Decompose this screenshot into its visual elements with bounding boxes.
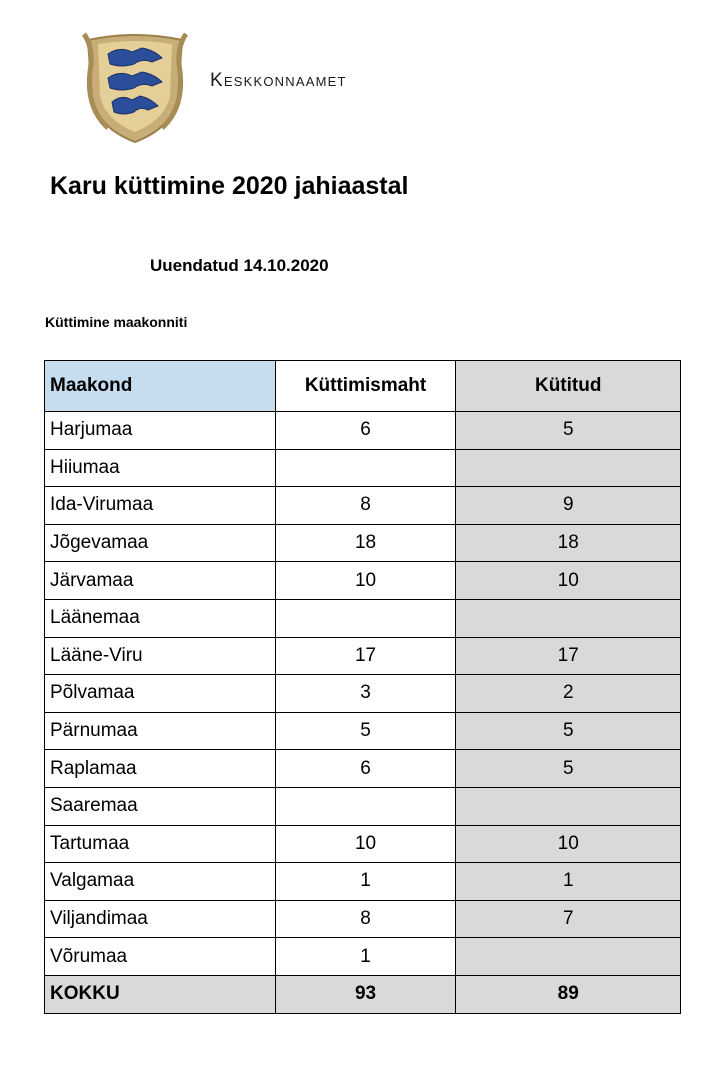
column-header-county: Maakond (45, 361, 276, 412)
hunted-cell: 2 (456, 675, 681, 713)
table-row (45, 825, 681, 863)
county-cell: Hiiumaa (45, 449, 276, 487)
county-cell: Põlvamaa (45, 675, 276, 713)
hunted-cell: 17 (456, 637, 681, 675)
quota-cell: 6 (275, 750, 456, 788)
quota-cell: 8 (275, 487, 456, 525)
table-row (45, 787, 681, 825)
hunting-table (44, 360, 681, 1014)
total-quota: 93 (275, 975, 456, 1013)
column-header-quota: Küttimismaht (275, 361, 456, 412)
quota-cell: 18 (275, 524, 456, 562)
quota-cell: 8 (275, 900, 456, 938)
hunted-cell: 18 (456, 524, 681, 562)
table-header-row (45, 361, 681, 412)
county-cell: Saaremaa (45, 787, 276, 825)
quota-cell: 3 (275, 675, 456, 713)
county-cell: Valgamaa (45, 863, 276, 901)
county-cell: Harjumaa (45, 412, 276, 450)
quota-cell: 1 (275, 938, 456, 976)
hunted-cell: 5 (456, 412, 681, 450)
table-row (45, 712, 681, 750)
county-cell: Läänemaa (45, 599, 276, 637)
quota-cell: 10 (275, 562, 456, 600)
hunted-cell: 5 (456, 750, 681, 788)
total-label: KOKKU (45, 975, 276, 1013)
table-row (45, 562, 681, 600)
quota-cell: 10 (275, 825, 456, 863)
quota-cell: 17 (275, 637, 456, 675)
county-cell: Viljandimaa (45, 900, 276, 938)
hunted-cell: 9 (456, 487, 681, 525)
total-row (45, 975, 681, 1013)
column-header-hunted: Kütitud (456, 361, 681, 412)
table-row (45, 938, 681, 976)
hunted-cell: 5 (456, 712, 681, 750)
estonian-coat-of-arms-icon (80, 28, 190, 146)
total-hunted: 89 (456, 975, 681, 1013)
hunted-cell (456, 938, 681, 976)
county-cell: Pärnumaa (45, 712, 276, 750)
county-cell: Raplamaa (45, 750, 276, 788)
hunted-cell: 10 (456, 562, 681, 600)
hunted-cell: 7 (456, 900, 681, 938)
table-row (45, 637, 681, 675)
county-cell: Tartumaa (45, 825, 276, 863)
county-cell: Võrumaa (45, 938, 276, 976)
table-row (45, 863, 681, 901)
county-cell: Ida-Virumaa (45, 487, 276, 525)
table-row (45, 449, 681, 487)
hunted-cell: 10 (456, 825, 681, 863)
quota-cell: 5 (275, 712, 456, 750)
quota-cell: 1 (275, 863, 456, 901)
hunted-cell (456, 449, 681, 487)
quota-cell: 6 (275, 412, 456, 450)
section-subtitle: Küttimine maakonniti (45, 314, 188, 330)
quota-cell (275, 449, 456, 487)
table-row (45, 599, 681, 637)
quota-cell (275, 599, 456, 637)
table-row (45, 675, 681, 713)
table-row (45, 900, 681, 938)
table-row (45, 750, 681, 788)
county-cell: Jõgevamaa (45, 524, 276, 562)
organization-name: Keskkonnaamet (210, 70, 347, 91)
updated-date: Uuendatud 14.10.2020 (150, 256, 329, 275)
hunted-cell: 1 (456, 863, 681, 901)
quota-cell (275, 787, 456, 825)
table-row (45, 487, 681, 525)
county-cell: Lääne-Viru (45, 637, 276, 675)
county-cell: Järvamaa (45, 562, 276, 600)
table-row (45, 524, 681, 562)
hunted-cell (456, 599, 681, 637)
hunted-cell (456, 787, 681, 825)
table-row (45, 412, 681, 450)
page-title: Karu küttimine 2020 jahiaastal (50, 172, 409, 200)
